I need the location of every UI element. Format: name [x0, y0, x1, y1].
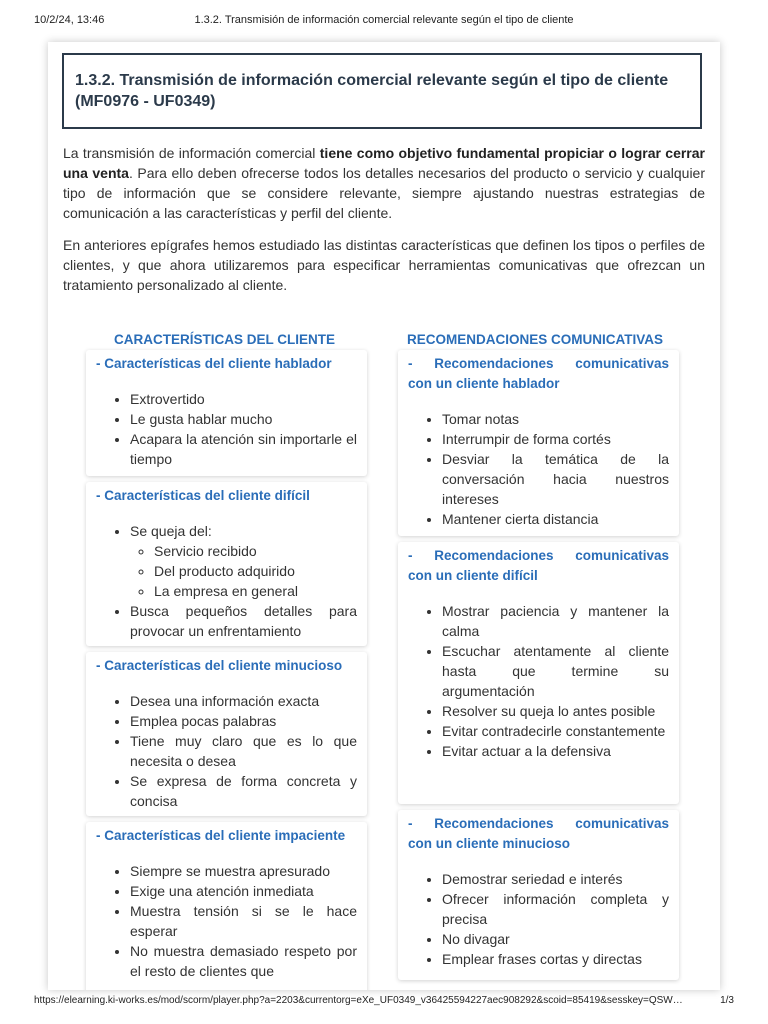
bullet-list — [408, 409, 669, 529]
characteristics-column — [86, 350, 367, 990]
second-paragraph: En anteriores epígrafes hemos estudiado las distintas características que definen los tipos o perfiles de clientes, y que ahora utilizaremos para especificar herramientas comunicativas que ofrezcan un tratamiento personalizado al cliente. — [63, 237, 705, 293]
block-title: - Características del cliente minucioso — [96, 658, 343, 673]
intro-bold-text: tiene como objetivo fundamental propiciar o lograr cerrar una venta — [63, 145, 705, 181]
bullet-list — [408, 869, 669, 969]
list-item: • No muestra demasiado respeto por el resto de clientes que — [130, 941, 357, 981]
sub-list-item: ◦ Del producto adquirido — [154, 561, 357, 581]
list-item: • Demostrar seriedad e interés — [442, 869, 669, 889]
list-item — [130, 521, 357, 601]
block-title-line2: con un cliente minucioso — [408, 836, 571, 851]
print-date: 10/2/24, 13:46 — [34, 14, 105, 26]
left-column-heading: CARACTERÍSTICAS DEL CLIENTE — [114, 332, 336, 347]
list-item: • Escuchar atentamente al cliente hasta que termine su argumentación — [442, 641, 669, 701]
impatient-client-block — [86, 822, 367, 990]
list-item: • Exige una atención inmediata — [130, 881, 357, 901]
list-item: • Evitar actuar a la defensiva — [442, 741, 669, 761]
list-item: • Tomar notas — [442, 409, 669, 429]
list-item: • Desea una información exacta — [130, 691, 357, 711]
intro-text-start: La transmisión de información comercial — [63, 145, 320, 161]
title-box — [62, 53, 702, 129]
print-page-title: 1.3.2. Transmisión de información comercial relevante según el tipo de cliente — [194, 14, 574, 26]
block-title: - Características del cliente difícil — [96, 488, 310, 503]
block-title-line1: - Recomendaciones comunicativas — [408, 356, 669, 371]
print-header — [34, 14, 734, 30]
block-title-line1: - Recomendaciones comunicativas — [408, 816, 669, 831]
bullet-list — [96, 389, 357, 469]
block-title-line2: con un cliente hablador — [408, 376, 560, 391]
block-title — [408, 814, 669, 854]
list-item: • Acapara la atención sin importarle el tiempo — [130, 429, 357, 469]
block-title — [408, 354, 669, 394]
list-item: • Mantener cierta distancia — [442, 509, 669, 529]
recommendations-column — [398, 350, 679, 986]
bullet-list — [96, 861, 357, 981]
list-item: • No divagar — [442, 929, 669, 949]
difficult-recommendations-block — [398, 542, 679, 804]
meticulous-client-block — [86, 652, 367, 816]
sub-list-item: ◦ La empresa en general — [154, 581, 357, 601]
print-url: https://elearning.ki-works.es/mod/scorm/player.php?a=2203&currentorg=eXe_UF0349_v36425594227aec908292&scoid=85419&sesskey=QSW… — [34, 995, 683, 1006]
difficult-client-block — [86, 482, 367, 646]
list-item: • Tiene muy claro que es lo que necesita o desea — [130, 731, 357, 771]
list-item: • Muestra tensión si se le hace esperar — [130, 901, 357, 941]
page-number: 1/3 — [720, 995, 734, 1006]
list-item: • Interrumpir de forma cortés — [442, 429, 669, 449]
list-item: • Evitar contradecirle constantemente — [442, 721, 669, 741]
intro-paragraph — [63, 143, 705, 223]
list-item: • Extrovertido — [130, 389, 357, 409]
meticulous-recommendations-block — [398, 810, 679, 980]
bullet-list — [96, 691, 357, 811]
sub-list — [130, 541, 357, 601]
list-item: • Ofrecer información completa y precisa — [442, 889, 669, 929]
list-item: • Se expresa de forma concreta y concisa — [130, 771, 357, 811]
block-title: - Características del cliente impaciente — [96, 828, 346, 843]
list-item: • Siempre se muestra apresurado — [130, 861, 357, 881]
list-item: • Desviar la temática de la conversación hacia nuestros intereses — [442, 449, 669, 509]
content-card — [48, 42, 720, 990]
intro-text-end: . Para ello deben ofrecerse todos los detalles necesarios del producto o servicio y cualquier tipo de información que se considere relevante, siempre ajustando nuestras estrategias de comunicación a las características y perfil del cliente. — [63, 165, 705, 221]
list-item: • Emplea pocas palabras — [130, 711, 357, 731]
right-column-heading: RECOMENDACIONES COMUNICATIVAS — [407, 332, 664, 347]
bullet-list — [96, 521, 357, 641]
list-item-text: Se queja del: — [130, 523, 212, 539]
list-item: • Le gusta hablar mucho — [130, 409, 357, 429]
sub-list-item: ◦ Servicio recibido — [154, 541, 357, 561]
list-item: • Resolver su queja lo antes posible — [442, 701, 669, 721]
print-footer — [34, 995, 734, 1011]
talkative-recommendations-block — [398, 350, 679, 536]
page-title: 1.3.2. Transmisión de información comercial relevante según el tipo de cliente (MF0976 - UF0349) — [75, 72, 669, 110]
block-title — [408, 546, 669, 586]
block-title-line2: con un cliente difícil — [408, 568, 538, 583]
list-item: • Emplear frases cortas y directas — [442, 949, 669, 969]
block-title: - Características del cliente hablador — [96, 356, 332, 371]
talkative-client-block — [86, 350, 367, 476]
bullet-list — [408, 601, 669, 761]
list-item: • Mostrar paciencia y mantener la calma — [442, 601, 669, 641]
block-title-line1: - Recomendaciones comunicativas — [408, 548, 669, 563]
list-item: • Busca pequeños detalles para provocar un enfrentamiento — [130, 601, 357, 641]
